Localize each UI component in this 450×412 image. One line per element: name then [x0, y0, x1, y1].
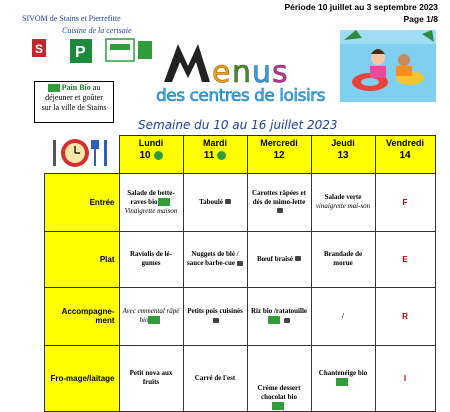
- organic-label-icon: [48, 84, 60, 92]
- page-number: Page 1/8: [403, 14, 438, 24]
- kitchen-name: Cuisine de la cerisaie: [62, 26, 132, 35]
- svg-text:e: e: [212, 55, 231, 90]
- day-name: Lundi: [138, 138, 164, 148]
- category-fromage: Fro-mage/laitage: [45, 345, 120, 411]
- svg-text:P: P: [75, 44, 86, 61]
- closed-letter: F: [375, 173, 435, 231]
- organic-label-icon: [272, 402, 284, 410]
- organic-label-icon: [148, 316, 160, 324]
- pain-bio-notice: [34, 81, 114, 123]
- day-name: Jeudi: [331, 138, 355, 148]
- menu-cell: [311, 231, 375, 287]
- dish-name: Brandade de morue: [323, 250, 363, 267]
- pain-bio-text-2: déjeuner et goûter: [45, 93, 103, 102]
- dish-name: Salade de bette-raves bio: [127, 188, 175, 206]
- dish-name: /: [342, 311, 344, 320]
- dish-note: Vinaigrette maison: [124, 206, 178, 215]
- dish-note: vinaigrette mai-son: [315, 202, 371, 210]
- menu-cell: [183, 231, 247, 287]
- menu-cell: [247, 231, 311, 287]
- menu-cell: [119, 173, 183, 231]
- period-header: [284, 1, 438, 25]
- day-number: 14: [399, 150, 411, 161]
- dish-name: Carottes râpées et dés de mimo-lette: [252, 188, 306, 206]
- menu-cell: [119, 231, 183, 287]
- menu-cell: [247, 345, 311, 411]
- homemade-icon: [277, 208, 283, 213]
- category-plat: Plat: [45, 231, 120, 287]
- closed-letter: I: [375, 345, 435, 411]
- vegetarian-icon: [154, 151, 163, 160]
- day-header-vendredi: [375, 136, 435, 174]
- menu-cell: [119, 287, 183, 345]
- week-title: Semaine du 10 au 16 juillet 2023: [138, 118, 338, 132]
- dish-name: Salade verte: [324, 193, 362, 201]
- menu-cell: [119, 345, 183, 411]
- category-accompagnement: Accompagne-ment: [45, 287, 120, 345]
- svg-text:s: s: [272, 55, 288, 90]
- dish-name: Riz bio /ratatouille: [251, 307, 307, 315]
- day-number: 11: [203, 150, 215, 162]
- menu-cell: [311, 287, 375, 345]
- cutlery-clock-icon: [47, 136, 117, 170]
- pain-bio-strong: Pain Bio: [61, 83, 91, 92]
- category-entree: Entrée: [45, 173, 120, 231]
- organic-label-icon: [268, 316, 280, 324]
- menu-cell: [311, 345, 375, 411]
- menu-cell: [183, 173, 247, 231]
- menu-cell: [247, 287, 311, 345]
- dish-name: Raviolis de lé-gumes: [130, 250, 172, 267]
- homemade-icon: [237, 261, 243, 266]
- day-header-lundi: [119, 136, 183, 174]
- day-header-mercredi: [247, 136, 311, 174]
- organic-label-icon: [336, 378, 348, 386]
- day-number: 10: [139, 150, 151, 162]
- day-number: 12: [273, 150, 285, 161]
- table-row-fromage: [45, 345, 436, 411]
- dish-name: Nuggets de blé / sauce barbe-cue: [186, 250, 239, 267]
- homemade-icon: [213, 318, 219, 323]
- dish-name: Carré de l'est: [194, 373, 236, 382]
- table-row-entree: [45, 173, 436, 231]
- dish-name: Avec emmental râpé bio: [122, 307, 180, 324]
- day-name: Mardi: [202, 138, 227, 148]
- svg-text:u: u: [252, 55, 272, 90]
- table-row-plat: [45, 231, 436, 287]
- organization-name: SIVOM de Stains et Pierrefitte: [22, 14, 121, 23]
- table-corner: [45, 136, 120, 174]
- day-header-jeudi: [311, 136, 375, 174]
- homemade-icon: [225, 199, 231, 204]
- menu-table: [44, 135, 436, 412]
- organic-label-icon: [158, 198, 170, 206]
- dish-name: Crème dessert chocolat bio: [257, 383, 301, 401]
- day-number: 13: [337, 150, 349, 161]
- day-header-mardi: [183, 136, 247, 174]
- homemade-icon: [284, 318, 290, 323]
- pain-bio-text-1: au: [92, 83, 101, 92]
- menu-cell: [183, 287, 247, 345]
- table-header-row: [45, 136, 436, 174]
- day-name: Vendredi: [385, 138, 424, 148]
- kids-pool-illustration: [340, 30, 436, 102]
- svg-text:S: S: [35, 42, 44, 56]
- table-row-accompagnement: [45, 287, 436, 345]
- dish-name: Petit nova aux fruits: [129, 369, 173, 386]
- dish-name: Petits pois cuisinés: [187, 307, 243, 315]
- menu-cell: [247, 173, 311, 231]
- period-text: Période 10 juillet au 3 septembre 2023: [284, 2, 438, 12]
- closed-letter: E: [375, 231, 435, 287]
- pain-bio-text-3: sur la ville de Stains: [41, 103, 107, 112]
- day-name: Mercredi: [260, 138, 298, 148]
- menu-cell: [311, 173, 375, 231]
- partner-logos: [28, 37, 156, 67]
- closed-letter: R: [375, 287, 435, 345]
- vegetarian-icon: [217, 151, 226, 160]
- menu-cell: [183, 345, 247, 411]
- homemade-icon: [295, 256, 301, 261]
- dish-name: Bœuf braisé: [257, 254, 293, 263]
- dish-name: Taboulé: [199, 197, 223, 206]
- svg-text:n: n: [232, 55, 252, 90]
- title-subtitle: des centres de loisirs: [156, 86, 326, 106]
- dish-name: Chantenéige bio: [318, 369, 368, 377]
